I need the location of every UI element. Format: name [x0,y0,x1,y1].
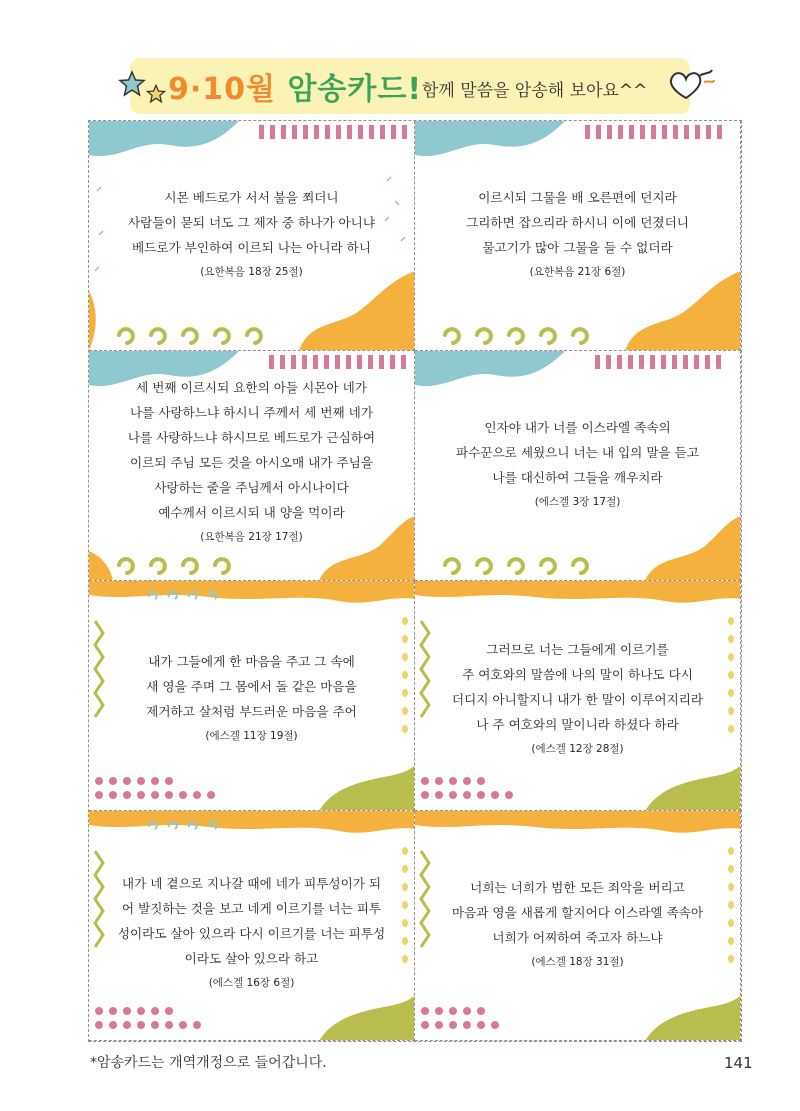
verse-line: 물고기가 많아 그물을 들 수 없더라 [482,240,673,255]
verse-card [89,121,415,351]
verse-line: 나를 사랑하느냐 하시니 주께서 세 번째 네가 [130,405,373,420]
verse-line: 더디지 아니할지니 내가 한 말이 이루어지리라 [451,692,704,707]
verse-reference: (에스겔 11장 19절) [205,730,298,742]
verse-line: 베드로가 부인하여 이르되 나는 아니라 하니 [132,240,371,255]
verse-line: 나를 사랑하느냐 하시므로 베드로가 근심하여 [127,430,376,445]
card-grid [88,120,742,1042]
page-subtitle: 함께 말씀을 암송해 보아요^^ [422,81,648,101]
verse-line: 그리하면 잡으리라 하시니 이에 던졌더니 [466,215,689,230]
verse-line: 성이라도 살아 있으라 다시 이르기를 너는 피투성 [117,926,386,941]
verse-text [429,875,726,975]
verse-line: 사람들이 묻되 너도 그 제자 중 하나가 아니냐 [127,215,375,230]
verse-line: 나 주 여호와의 말이니라 하셨다 하라 [476,717,679,732]
heart-icon [666,68,716,104]
verse-line: 나를 대신하여 그들을 깨우치라 [492,470,663,485]
verse-line: 이르시되 그물을 배 오른편에 던지라 [478,190,677,205]
verse-reference: (에스겔 12장 28절) [531,743,624,755]
verse-card [415,581,741,811]
verse-text [429,637,726,762]
verse-line: 그러므로 너는 그들에게 이르기를 [486,642,669,657]
star-icon [118,70,146,98]
verse-line: 세 번째 이르시되 요한의 아들 시몬아 네가 [136,380,367,395]
verse-line: 마음과 영을 새롭게 할지어다 이스라엘 족속아 [451,905,704,920]
verse-reference: (에스겔 3장 17절) [534,496,621,508]
verse-line: 내가 네 곁으로 지나갈 때에 네가 피투성이가 되 [121,876,382,891]
verse-text [103,871,400,996]
verse-text [103,649,400,749]
verse-line: 너희는 너희가 범한 모든 죄악을 버리고 [470,880,685,895]
verse-line: 이르되 주님 모든 것을 아시오매 내가 주님을 [130,455,373,470]
verse-line: 예수께서 이르시되 내 양을 먹이라 [158,505,345,520]
verse-reference: (에스겔 16장 6절) [208,977,295,989]
verse-line: 파수꾼으로 세웠으니 너는 내 입의 말을 듣고 [456,445,699,460]
star-icon [146,84,166,104]
verse-card [89,811,415,1041]
verse-card [415,351,741,581]
page-number: 141 [724,1054,753,1072]
verse-line: 너희가 어찌하여 죽고자 하느냐 [492,930,663,945]
verse-line: 시몬 베드로가 서서 불을 쬐더니 [164,190,339,205]
verse-line: 인자야 내가 너를 이스라엘 족속의 [484,420,671,435]
footnote: *암송카드는 개역개정으로 들어갑니다. [90,1055,327,1071]
verse-line: 주 여호와의 말씀에 나의 말이 하나도 다시 [462,667,693,682]
verse-reference: (요한복음 21장 17절) [200,531,303,543]
verse-card [415,811,741,1041]
title-part-date: 9·10월 [168,72,276,107]
verse-card [415,121,741,351]
verse-reference: (에스겔 18장 31절) [531,956,624,968]
verse-line: 사랑하는 줄을 주님께서 아시나이다 [154,480,349,495]
verse-text [429,415,726,515]
verse-reference: (요한복음 21장 6절) [529,266,626,278]
verse-card [89,351,415,581]
verse-line: 새 영을 주며 그 몸에서 돌 같은 마음을 [146,679,357,694]
title-part-card: 암송카드! [287,72,423,107]
verse-line: 제거하고 살처럼 부드러운 마음을 주어 [146,704,357,719]
verse-text [103,375,400,550]
verse-text [103,185,400,285]
page-title [168,64,422,108]
verse-text [429,185,726,285]
verse-line: 어 발짓하는 것을 보고 네게 이르기를 너는 피투 [121,901,382,916]
verse-line: 내가 그들에게 한 마음을 주고 그 속에 [148,654,355,669]
verse-card [89,581,415,811]
verse-reference: (요한복음 18장 25절) [200,266,303,278]
verse-line: 이라도 살아 있으라 하고 [184,951,319,966]
